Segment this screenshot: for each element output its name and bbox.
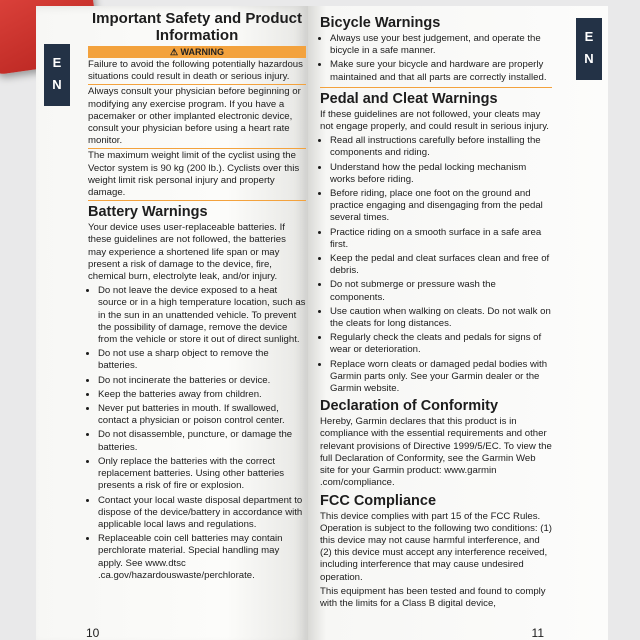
battery-item: • Contact your local waste disposal department to dispose of the device/battery in accordance with applicable local laws and regulations. [98, 495, 306, 532]
battery-item: • Never put batteries in mouth. If swallowed, contact a physician or poison control center. [98, 403, 306, 427]
language-tab-letter-n: N [52, 77, 62, 92]
battery-item: • Do not leave the device exposed to a heat source or in a high temperature location, such as in the sun in an unattended vehicle. To prevent the possibility of damage, remove the device from the vehicle or store it out of direct sunlight. [98, 285, 306, 346]
warning-paragraph: Failure to avoid the following potentially hazardous situations could result in death or serious injury. [88, 59, 306, 85]
conformity-heading: Declaration of Conformity [320, 398, 499, 415]
left-page [36, 6, 308, 640]
battery-item: • Replaceable coin cell batteries may contain perchlorate material. Special handling may apply. See www.dtsc .ca.gov/hazardouswaste/perchlorate. [98, 533, 306, 582]
page-number-left: 10 [86, 626, 100, 640]
battery-heading: Battery Warnings [88, 204, 208, 221]
warning-paragraph: The maximum weight limit of the cyclist using the Vector system is 90 kg (200 lb.). Cyclists over this weight limit risk personal injury and property damage. [88, 150, 306, 201]
fcc-text: This device complies with part 15 of the FCC Rules. Operation is subject to the following two conditions: (1) this device may not cause harmful interference, and (2) this device must accept any interference received, including interference that may cause undesired operation. [320, 510, 552, 583]
pedal-item: • Use caution when walking on cleats. Do not walk on the cleats for long distances. [330, 306, 552, 330]
left-page-content [88, 10, 306, 584]
pedal-item: • Read all instructions carefully before installing the components and riding. [330, 135, 552, 159]
fcc-text: This equipment has been tested and found to comply with the limits for a Class B digital device, [320, 585, 546, 609]
battery-item: • Do not incinerate the batteries or device. [98, 375, 306, 387]
bicycle-item: • Make sure your bicycle and hardware are properly maintained and that all parts are correctly installed. [330, 59, 552, 83]
pedal-intro: If these guidelines are not followed, your cleats may not engage properly, and could result in serious injury. [320, 108, 549, 133]
battery-item: • Keep the batteries away from children. [98, 389, 306, 401]
pedal-item: • Understand how the pedal locking mechanism works before riding. [330, 162, 552, 186]
bicycle-heading: Bicycle Warnings [320, 15, 441, 31]
right-page [308, 6, 608, 640]
warning-paragraph: Always consult your physician before beginning or modifying any exercise program. If you have a pacemaker or other implanted electronic device, consult your physician before using a heart rate monitor. [88, 86, 306, 149]
warning-box [88, 59, 306, 201]
battery-item: • Do not use a sharp object to remove the batteries. [98, 348, 306, 372]
language-tab-letter-e: E [584, 29, 594, 44]
pedal-heading: Pedal and Cleat Warnings [320, 90, 498, 107]
open-booklet [36, 6, 608, 640]
conformity-text: Hereby, Garmin declares that this product is in compliance with the essential requirements and other relevant provisions of Directive 1999/5/EC. To view the full Declaration of Conformity, see the Garmin Web site for your Garmin product: www.garmin .com/compliance. [320, 416, 552, 489]
battery-list [88, 285, 306, 582]
pedal-list [320, 135, 552, 395]
page-number-right: 11 [531, 626, 544, 640]
bicycle-list [320, 33, 552, 88]
fcc-heading: FCC Compliance [320, 492, 437, 509]
battery-item: • Do not disassemble, puncture, or damage the batteries. [98, 429, 306, 453]
language-tab-letter-e: E [52, 55, 62, 70]
battery-item: • Only replace the batteries with the correct replacement batteries. Using other batteries presents a risk of fire or explosion. [98, 456, 306, 493]
pedal-item: • Before riding, place one foot on the ground and practice engaging and disengaging from the pedal several times. [330, 188, 552, 225]
battery-intro: Your device uses user-replaceable batteries. If these guidelines are not followed, the batteries may experience a shortened life span or may present a risk of damage to the device, fire, chemical burn, electrolyte leak, and/or injury. [88, 222, 286, 283]
right-page-content [320, 12, 552, 612]
safety-title: Important Safety and Product Information [91, 10, 303, 44]
pedal-item: • Keep the pedal and cleat surfaces clean and free of debris. [330, 253, 552, 277]
language-tab [576, 18, 602, 80]
pedal-item: • Do not submerge or pressure wash the components. [330, 279, 552, 303]
pedal-item: • Replace worn cleats or damaged pedal bodies with Garmin parts only. See your Garmin dealer or the Garmin website. [330, 359, 552, 396]
language-tab [44, 44, 70, 106]
pedal-item: • Practice riding on a smooth surface in a safe area first. [330, 227, 552, 251]
bicycle-item: • Always use your best judgement, and operate the bicycle in a safe manner. [330, 33, 552, 57]
language-tab-letter-n: N [584, 51, 594, 66]
warning-label: ⚠ WARNING [88, 46, 306, 58]
pedal-item: • Regularly check the cleats and pedals for signs of wear or deterioration. [330, 332, 552, 356]
